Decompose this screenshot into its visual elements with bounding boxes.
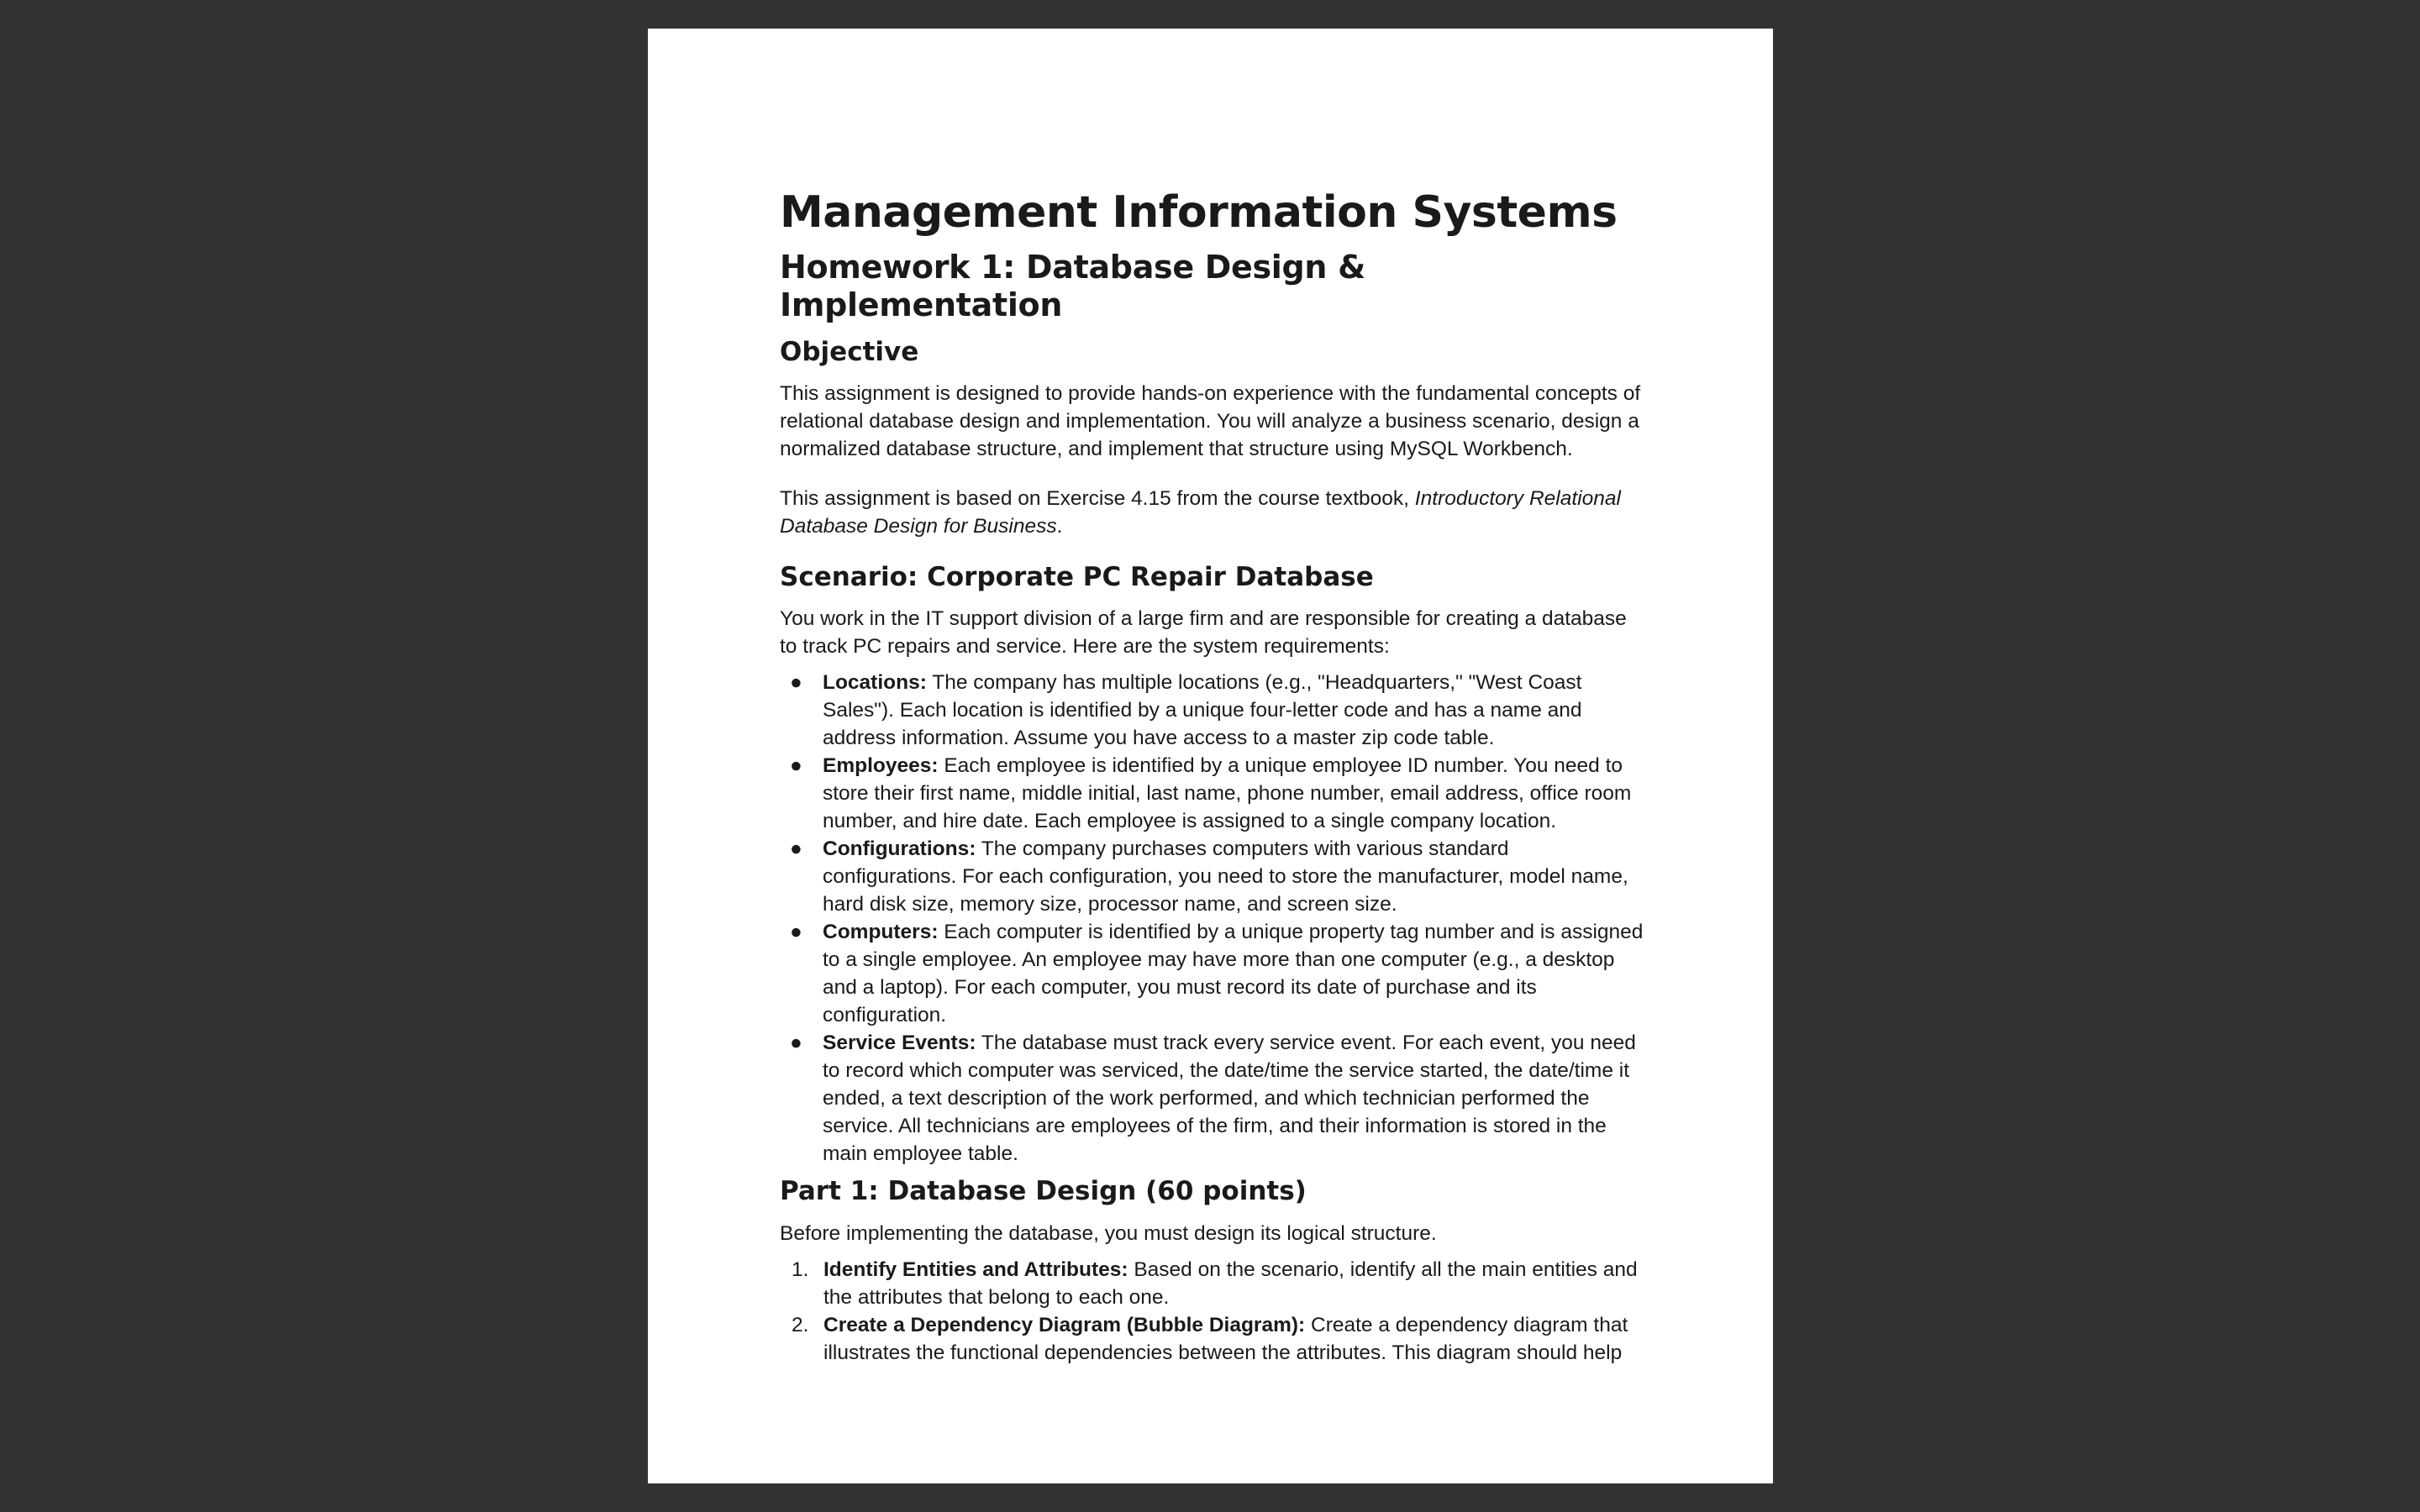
objective-paragraph: This assignment is designed to provide hands-on experience with the fundamental concepts of relational database design and implementation. You will analyze a business scenario, design a normalized database structure, and implement that structure using MySQL Workbench. [780, 382, 1641, 461]
requirement-text: The company purchases computers with various standard configurations. For each configuration, you need to store the manufacturer, model name, hard disk size, memory size, processor name, and screen size. [823, 837, 1628, 916]
step-text: Create a dependency diagram that illustrates the functional dependencies between the attributes. This diagram should help [823, 1313, 1628, 1364]
part1-intro: Before implementing the database, you must design its logical structure. [780, 1221, 1437, 1245]
list-item [780, 1311, 1647, 1367]
objective-heading: Objective [780, 336, 919, 367]
bullet-icon: ● [790, 671, 802, 695]
document-subtitle: Homework 1: Database Design & Implementation [780, 248, 1365, 324]
requirement-text: The company has multiple locations (e.g., "Headquarters," "West Coast Sales"). Each location is identified by a unique four-letter code and has a name and address information. Assume you have access to a master zip code table. [823, 671, 1582, 750]
requirements-list [780, 669, 1647, 1168]
textbook-prefix: This assignment is based on Exercise 4.15 from the course textbook, [780, 487, 1415, 511]
requirement-term: Service Events: [823, 1032, 976, 1055]
list-item [780, 835, 1647, 918]
steps-list [780, 1256, 1647, 1367]
step-number: 2. [792, 1313, 809, 1336]
document-title: Management Information Systems [780, 187, 1618, 238]
bullet-icon: ● [790, 837, 802, 861]
scenario-intro: You work in the IT support division of a large firm and are responsible for creating a database to track PC repairs and service. Here are the system requirements: [780, 607, 1627, 659]
list-item [780, 1029, 1647, 1168]
step-text: Based on the scenario, identify all the main entities and the attributes that belong to each one. [823, 1257, 1638, 1309]
list-item [780, 1256, 1647, 1311]
textbook-title: Introductory Relational Database Design for Business [780, 487, 1621, 538]
document-page [648, 29, 1773, 1483]
requirement-term: Computers: [823, 921, 939, 944]
step-number: 1. [792, 1257, 809, 1281]
requirement-term: Employees: [823, 754, 939, 778]
bullet-icon: ● [790, 754, 802, 778]
list-item [780, 669, 1647, 752]
list-item [780, 918, 1647, 1029]
requirement-term: Locations: [823, 671, 927, 695]
bullet-icon: ● [790, 1032, 802, 1055]
requirement-text: Each computer is identified by a unique property tag number and is assigned to a single employee. An employee may have more than one computer (e.g., a desktop and a laptop). For each computer, you must record its date of purchase and its configuration. [823, 921, 1644, 1027]
list-item [780, 752, 1647, 835]
step-term: Identify Entities and Attributes: [823, 1257, 1128, 1281]
part1-heading: Part 1: Database Design (60 points) [780, 1176, 1307, 1207]
requirement-text: Each employee is identified by a unique employee ID number. You need to store their first name, middle initial, last name, phone number, email address, office room number, and hire date. Each employee is assigned to a single company location. [823, 754, 1632, 833]
step-term: Create a Dependency Diagram (Bubble Diagram): [823, 1313, 1306, 1336]
textbook-paragraph [780, 485, 1647, 540]
requirement-term: Configurations: [823, 837, 976, 861]
textbook-suffix: . [1056, 515, 1063, 538]
bullet-icon: ● [790, 921, 802, 944]
scenario-heading: Scenario: Corporate PC Repair Database [780, 562, 1374, 593]
requirement-text: The database must track every service event. For each event, you need to record which computer was serviced, the date/time the service started, the date/time it ended, a text description of the work performed, and which technician performed the service. All technicians are employees of the firm, and their information is stored in the main employee table. [823, 1032, 1636, 1166]
